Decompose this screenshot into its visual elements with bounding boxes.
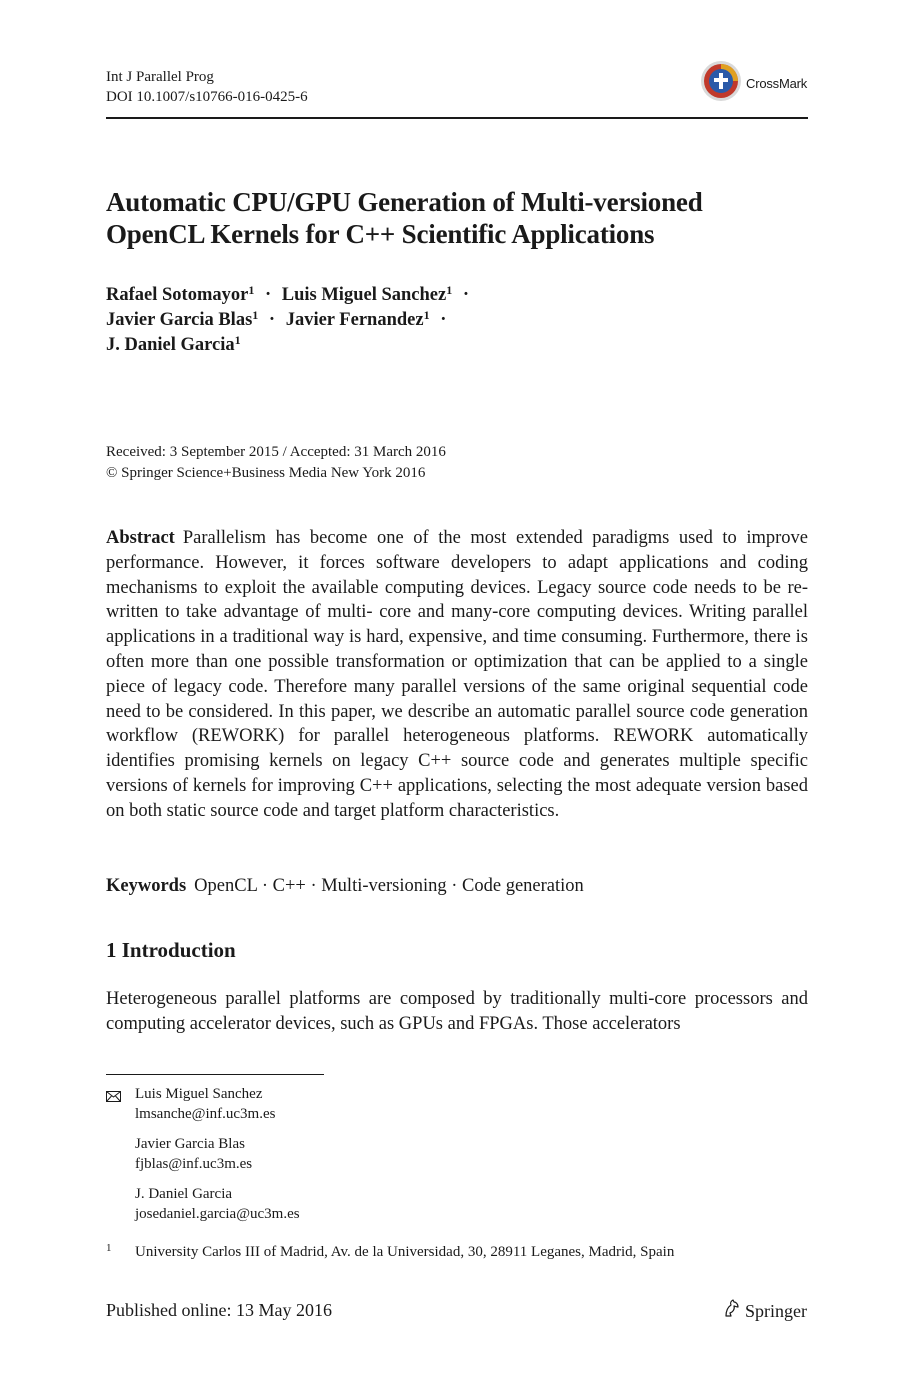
contact-name: Luis Miguel Sanchez [135, 1086, 263, 1102]
contact-name: J. Daniel Garcia [135, 1186, 233, 1202]
affiliation-text: University Carlos III of Madrid, Av. de la Universidad, 30, 28911 Leganes, Madrid, Spain [135, 1244, 675, 1260]
contact-email[interactable]: lmsanche@inf.uc3m.es [135, 1106, 276, 1122]
springer-horse-icon [723, 1298, 745, 1324]
section-body-text: Heterogeneous parallel platforms are composed by traditionally multi-core processors and computing accelerator devices, such as GPUs and FPGAs. Those accelerators [106, 989, 808, 1034]
journal-name: Int J Parallel Prog [106, 69, 214, 85]
keywords-label: Keywords [106, 876, 187, 896]
title-line-2: OpenCL Kernels for C++ Scientific Applications [106, 219, 655, 249]
paper-title [106, 186, 808, 250]
title-line-1: Automatic CPU/GPU Generation of Multi-versioned [106, 187, 703, 217]
author-separator: · [268, 310, 276, 330]
affiliation-footnote [106, 1242, 808, 1262]
author-name[interactable]: Javier Fernandez [285, 310, 424, 330]
author-name[interactable]: Javier Garcia Blas [106, 310, 253, 330]
keywords [106, 874, 808, 899]
author-line-1 [106, 283, 808, 308]
journal-header [106, 67, 308, 107]
author-line-3 [106, 333, 808, 358]
author-name[interactable]: Rafael Sotomayor [106, 285, 249, 305]
affiliation-mark: 1 [248, 283, 255, 297]
affiliation-mark: 1 [234, 333, 241, 347]
affiliation-mark: 1 [252, 308, 259, 322]
header-divider [106, 117, 808, 119]
crossmark-badge[interactable] [700, 60, 807, 107]
abstract-label: Abstract [106, 528, 175, 548]
section-heading: 1 Introduction [106, 938, 236, 962]
contact-entry [106, 1184, 300, 1224]
envelope-icon [106, 1088, 121, 1108]
author-name[interactable]: Luis Miguel Sanchez [281, 285, 447, 305]
contact-entry [106, 1134, 300, 1174]
doi: DOI 10.1007/s10766-016-0425-6 [106, 89, 308, 105]
contact-entry [106, 1084, 300, 1124]
contact-email[interactable]: fjblas@inf.uc3m.es [135, 1156, 253, 1172]
springer-label: Springer [745, 1301, 807, 1321]
author-separator: · [264, 285, 272, 305]
affiliation-mark: 1 [423, 308, 430, 322]
keywords-text: OpenCL · C++ · Multi-versioning · Code generation [194, 876, 584, 896]
crossmark-icon [700, 60, 742, 107]
author-line-2 [106, 308, 808, 333]
published-online: Published online: 13 May 2016 [106, 1300, 332, 1320]
abstract [106, 526, 808, 824]
contact-name: Javier Garcia Blas [135, 1136, 245, 1152]
crossmark-label: CrossMark [746, 76, 808, 91]
copyright: © Springer Science+Business Media New York 2016 [106, 465, 426, 481]
affiliation-mark: 1 [446, 283, 453, 297]
author-separator: · [440, 310, 447, 330]
affiliation-footnote-mark: 1 [106, 1242, 112, 1254]
received-accepted: Received: 3 September 2015 / Accepted: 31 March 2016 [106, 444, 446, 460]
author-list [106, 283, 808, 358]
springer-logo [723, 1298, 807, 1324]
corresponding-contacts [106, 1084, 300, 1234]
contact-email[interactable]: josedaniel.garcia@uc3m.es [135, 1206, 300, 1222]
author-name[interactable]: J. Daniel Garcia [106, 335, 235, 355]
abstract-text: Parallelism has become one of the most extended paradigms used to improve performance. However, it forces software developers to adapt applications and coding mechanisms to exploit the available computing devices. Legacy source code needs to be re-written to take advantage of multi- core and many-core computing devices. Writing parallel applications in a traditional way is hard, expensive, and time consuming. Furthermore, there is often more than one possible transformation or optimization that can be applied to a single piece of legacy code. Therefore many parallel versions of the same original sequential code need to be considered. In this paper, we describe an automatic parallel source code generation workflow (REWORK) for parallel heterogeneous platforms. REWORK automatically identifies promising kernels on legacy C++ source code and generates multiple specific versions of kernels for improving C++ applications, selecting the most adequate version based on both static source code and target platform characteristics. [106, 528, 808, 821]
publication-dates [106, 442, 446, 484]
author-separator: · [462, 285, 470, 305]
footnote-divider [106, 1074, 324, 1075]
